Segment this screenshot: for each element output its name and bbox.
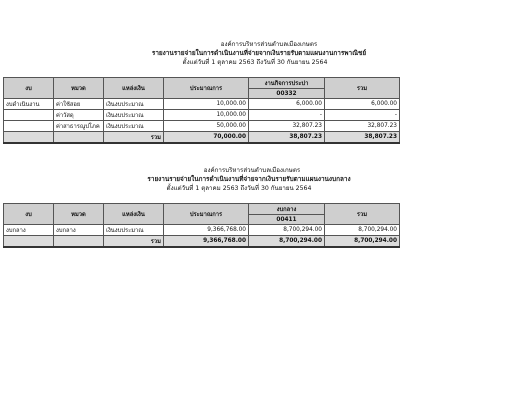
cell-program: 32,807.23 <box>249 121 325 132</box>
header-budget: งบ <box>4 78 54 99</box>
total-program: 8,700,294.00 <box>249 236 325 248</box>
cell-source: เงินงบประมาณ <box>104 121 164 132</box>
report-period: ตั้งแต่วันที่ 1 ตุลาคม 2563 ถึงวันที่ 30 กันยายน 2564 <box>182 59 328 66</box>
table-row <box>4 110 400 121</box>
report-commerce <box>0 40 518 141</box>
cell-program: 6,000.00 <box>249 99 325 110</box>
cell-estimate: 50,000.00 <box>164 121 249 132</box>
header-program-code: 00411 <box>249 215 325 225</box>
total-total: 38,807.23 <box>325 132 400 144</box>
cell-category: ค่าสาธารณูปโภค <box>54 121 104 132</box>
table-row <box>4 225 400 236</box>
total-label: รวม <box>104 132 164 144</box>
header-source: แหล่งเงิน <box>104 204 164 225</box>
cell-program: - <box>249 110 325 121</box>
expense-table <box>3 77 400 144</box>
total-label: รวม <box>104 236 164 248</box>
cell-total: 32,807.23 <box>325 121 400 132</box>
header-source: แหล่งเงิน <box>104 78 164 99</box>
cell-source: เงินงบประมาณ <box>104 110 164 121</box>
header-category: หมวด <box>54 78 104 99</box>
cell-source: เงินงบประมาณ <box>104 99 164 110</box>
org-name: องค์การบริหารส่วนตำบลเมืองเกษตร <box>220 41 318 48</box>
cell-budget: งบดำเนินงาน <box>4 99 54 110</box>
report-period: ตั้งแต่วันที่ 1 ตุลาคม 2563 ถึงวันที่ 30 กันยายน 2564 <box>166 185 312 192</box>
header-budget: งบ <box>4 204 54 225</box>
header-program-code: 00332 <box>249 89 325 99</box>
cell-source: เงินงบประมาณ <box>104 225 164 236</box>
cell-estimate: 10,000.00 <box>164 110 249 121</box>
header-program: งานกิจการประปา <box>249 78 325 89</box>
cell-budget: งบกลาง <box>4 225 54 236</box>
cell-budget <box>4 121 54 132</box>
cell-total: 6,000.00 <box>325 99 400 110</box>
report-title: รายงานรายจ่ายในการดำเนินงานที่จ่ายจากเงินรายรับตามแผนงานงบกลาง <box>147 175 351 183</box>
cell-estimate: 9,366,768.00 <box>164 225 249 236</box>
header-program: งบกลาง <box>249 204 325 215</box>
cell-total: 8,700,294.00 <box>325 225 400 236</box>
cell-total: - <box>325 110 400 121</box>
total-total: 8,700,294.00 <box>325 236 400 248</box>
header-total: รวม <box>325 78 400 99</box>
org-name: องค์การบริหารส่วนตำบลเมืองเกษตร <box>203 167 301 174</box>
table-row <box>4 121 400 132</box>
cell-category: งบกลาง <box>54 225 104 236</box>
cell-category: ค่าใช้สอย <box>54 99 104 110</box>
table-row <box>4 99 400 110</box>
header-estimate: ประมาณการ <box>164 204 249 225</box>
report-header <box>0 166 518 193</box>
header-total: รวม <box>325 204 400 225</box>
total-estimate: 70,000.00 <box>164 132 249 144</box>
total-program: 38,807.23 <box>249 132 325 144</box>
total-row <box>4 132 400 144</box>
cell-category: ค่าวัสดุ <box>54 110 104 121</box>
report-header <box>0 40 518 67</box>
total-estimate: 9,366,768.00 <box>164 236 249 248</box>
total-row <box>4 236 400 248</box>
report-central-budget <box>0 166 518 245</box>
cell-estimate: 10,000.00 <box>164 99 249 110</box>
header-category: หมวด <box>54 204 104 225</box>
cell-program: 8,700,294.00 <box>249 225 325 236</box>
header-estimate: ประมาณการ <box>164 78 249 99</box>
report-title: รายงานรายจ่ายในการดำเนินงานที่จ่ายจากเงินรายรับตามแผนงานการพาณิชย์ <box>151 49 367 57</box>
expense-table <box>3 203 400 248</box>
cell-budget <box>4 110 54 121</box>
